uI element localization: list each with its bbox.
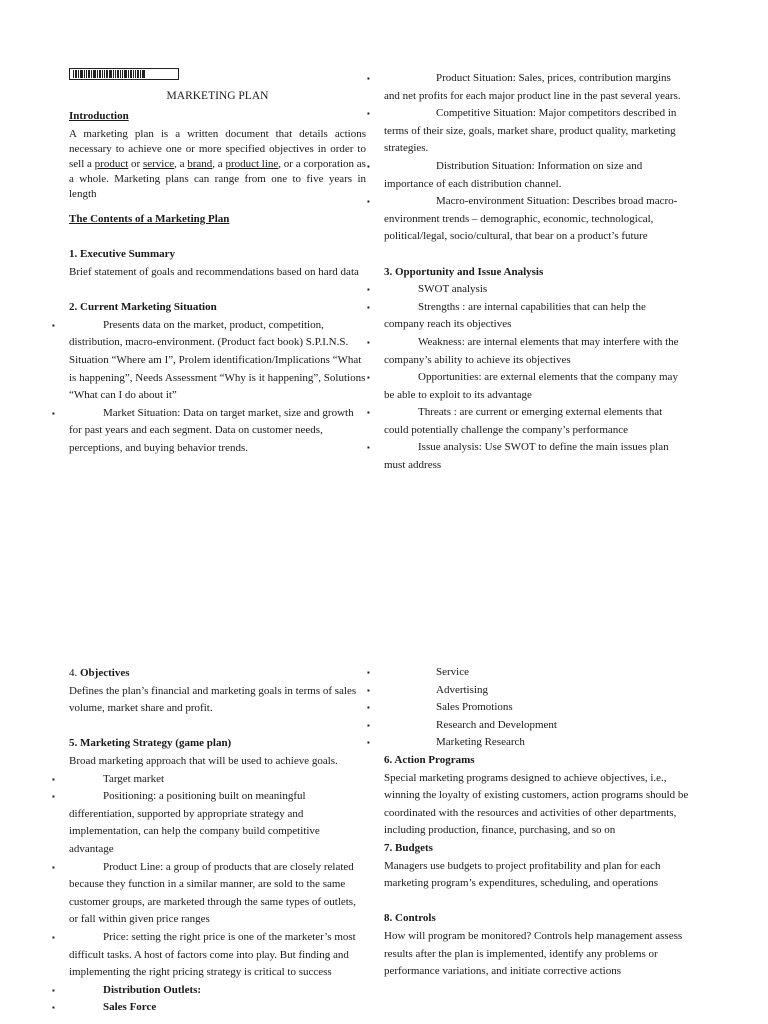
product-line-link[interactable]: product line bbox=[225, 158, 279, 171]
bullet-icon: ▪ bbox=[52, 774, 55, 784]
section5-bullet bbox=[52, 771, 366, 789]
bullet-icon: ▪ bbox=[367, 74, 370, 83]
section4-number: 4. bbox=[69, 667, 80, 679]
section5-bold-item bbox=[52, 982, 366, 1000]
section3-bullet bbox=[367, 299, 684, 334]
section2-bullet-4 bbox=[367, 105, 684, 158]
bullet-text: Sales Promotions bbox=[436, 701, 513, 714]
bullet-icon: ▪ bbox=[52, 932, 55, 942]
bullet-icon: ▪ bbox=[52, 408, 55, 418]
section3-heading: 3. Opportunity and Issue Analysis bbox=[384, 265, 544, 278]
bullet-text: Issue analysis: Use SWOT to define the main issues plan must address bbox=[384, 441, 669, 472]
section4-heading bbox=[69, 665, 366, 683]
bullet-icon: ▪ bbox=[367, 109, 370, 119]
document-title: MARKETING PLAN bbox=[166, 90, 269, 102]
bullet-icon: ▪ bbox=[367, 720, 370, 730]
section5-bullet bbox=[52, 929, 366, 982]
section3-bullet bbox=[367, 369, 684, 404]
section5-heading: 5. Marketing Strategy (game plan) bbox=[69, 737, 232, 750]
bullet-text: Weakness: are internal elements that may interfere with the company’s ability to achieve its objectives bbox=[384, 335, 679, 366]
intro-text-3: , a bbox=[174, 158, 188, 171]
service-link[interactable]: service bbox=[142, 158, 175, 171]
intro-text-5: , or a corporation as a whole. Marketing plans can range from one to five years in length bbox=[69, 158, 366, 201]
intro-text-2: or bbox=[128, 158, 143, 171]
bullet-icon: ▪ bbox=[367, 302, 370, 312]
section2-bullet-2 bbox=[52, 405, 366, 458]
right-top-column bbox=[367, 70, 684, 475]
bullet-text: Macro-environment Situation: Describes broad macro-environment trends – demographic, economic, technological, political/legal, socio/cultural, that bear on a product’s future bbox=[384, 195, 678, 243]
section5-bullet bbox=[52, 859, 366, 929]
barcode-image bbox=[69, 68, 179, 80]
bullet-text: Target market bbox=[103, 772, 165, 785]
bullet-icon: ▪ bbox=[52, 1003, 55, 1013]
intro-paragraph bbox=[69, 127, 366, 202]
bullet-icon: ▪ bbox=[367, 703, 370, 713]
section2-heading: 2. Current Marketing Situation bbox=[69, 301, 217, 314]
section5-bullet bbox=[52, 788, 366, 858]
intro-text-1: A marketing plan is a written document that details actions necessary to achieve one or more specified objectives in order to sell a bbox=[69, 128, 366, 171]
section4-body: Defines the plan’s financial and marketing goals in terms of sales volume, market share and profit. bbox=[69, 684, 357, 715]
left-top-column bbox=[52, 68, 366, 458]
bullet-text: SWOT analysis bbox=[418, 283, 488, 296]
section1-body: Brief statement of goals and recommendations based on hard data bbox=[69, 265, 359, 278]
bullet-icon: ▪ bbox=[52, 320, 55, 330]
section5-right-item bbox=[367, 682, 694, 700]
section8-heading: 8. Controls bbox=[384, 912, 436, 925]
bullet-text: Marketing Research bbox=[436, 736, 525, 749]
section2-bullet-5 bbox=[367, 158, 684, 193]
bullet-text: Advertising bbox=[436, 683, 488, 696]
section3-bullet bbox=[367, 281, 684, 299]
intro-heading: Introduction bbox=[69, 109, 129, 122]
bullet-icon: ▪ bbox=[367, 161, 370, 171]
bullet-text: Distribution Situation: Information on size and importance of each distribution channel. bbox=[384, 159, 643, 190]
bullet-text: Opportunities: are external elements that the company may be able to exploit to its advantage bbox=[384, 371, 678, 401]
product-link[interactable]: product bbox=[94, 158, 129, 171]
section3-bullet bbox=[367, 334, 684, 369]
left-bottom-column bbox=[52, 665, 366, 1017]
section4-title: Objectives bbox=[80, 667, 130, 679]
section5-right-item bbox=[367, 717, 694, 735]
bullet-icon: ▪ bbox=[52, 985, 55, 995]
section5-right-item bbox=[367, 664, 694, 682]
bullet-text: Positioning: a positioning built on meaningful differentiation, supported by appropriate strategy and implementation, can help the company build competitive advantage bbox=[69, 790, 320, 855]
section3-bullet bbox=[367, 404, 684, 439]
contents-heading: The Contents of a Marketing Plan bbox=[69, 213, 230, 226]
intro-text-4: , a bbox=[212, 158, 226, 171]
bullet-icon: ▪ bbox=[52, 792, 55, 802]
bullet-text: Product Situation: Sales, prices, contribution margins and net profits for each major product line in the past several years. bbox=[384, 72, 681, 102]
bullet-icon: ▪ bbox=[52, 862, 55, 872]
section2-bullet-6 bbox=[367, 193, 684, 246]
section2-bullet-3 bbox=[367, 70, 684, 105]
section8-body: How will program be monitored? Controls help management assess results after the plan is implemented, identify any problems or performance variations, and initiate corrective actions bbox=[384, 929, 683, 978]
bullet-icon: ▪ bbox=[367, 668, 370, 677]
brand-link[interactable]: brand bbox=[187, 158, 213, 171]
bullet-text: Competitive Situation: Major competitors described in terms of their size, goals, market share, product quality, marketing strategies. bbox=[384, 107, 677, 155]
section2-bullet-1 bbox=[52, 317, 366, 405]
bullet-icon: ▪ bbox=[367, 197, 370, 207]
bullet-icon: ▪ bbox=[367, 738, 370, 748]
section7-heading: 7. Budgets bbox=[384, 841, 433, 854]
section3-bullet bbox=[367, 439, 684, 474]
section6-body: Special marketing programs designed to achieve objectives, i.e., winning the loyalty of existing customers, action programs should be coordinated with the resources and activities of other departments, including production, finance, purchasing, and so on bbox=[384, 771, 689, 837]
bullet-text: Service bbox=[436, 666, 469, 678]
section5-body: Broad marketing approach that will be used to achieve goals. bbox=[69, 754, 338, 767]
bullet-icon: ▪ bbox=[367, 337, 370, 347]
bullet-icon: ▪ bbox=[367, 285, 370, 295]
section5-right-item bbox=[367, 734, 694, 752]
right-bottom-column bbox=[367, 664, 694, 981]
section5-bold-item bbox=[52, 999, 366, 1017]
bullet-text: Presents data on the market, product, competition, distribution, macro-environment. (Product fact book) S.P.I.N.S. Situation “Where am I”, Prolem identification/Implications “What is happening”, Needs Assessment “Why is it happening”, Solutions “What can I do about it” bbox=[69, 318, 366, 402]
bullet-text: Strengths : are internal capabilities that can help the company reach its objectives bbox=[384, 300, 646, 331]
section1-heading: 1. Executive Summary bbox=[69, 248, 176, 261]
bullet-text: Distribution Outlets: bbox=[103, 983, 202, 996]
bullet-icon: ▪ bbox=[367, 373, 370, 383]
bullet-text: Sales Force bbox=[103, 1001, 157, 1014]
bullet-text: Market Situation: Data on target market, size and growth for past years and each segment. Data on customer needs, perceptions, and buying behavior trends. bbox=[69, 406, 354, 454]
section5-right-item bbox=[367, 699, 694, 717]
section7-body: Managers use budgets to project profitability and plan for each marketing program’s expenditures, scheduling, and operations bbox=[384, 859, 661, 890]
bullet-text: Product Line: a group of products that are closely related because they function in a similar manner, are sold to the same customer groups, are marketed through the same types of outlets, or fall within given price ranges bbox=[69, 860, 356, 926]
bullet-text: Threats : are current or emerging external elements that could potentially challenge the company’s performance bbox=[384, 406, 663, 436]
bullet-text: Research and Development bbox=[436, 718, 557, 731]
section6-heading: 6. Action Programs bbox=[384, 753, 475, 766]
bullet-text: Price: setting the right price is one of the marketer’s most difficult tasks. A host of factors come into play. But finding and implementing the right pricing strategy is critical to success bbox=[69, 930, 356, 979]
bullet-icon: ▪ bbox=[367, 408, 370, 418]
bullet-icon: ▪ bbox=[367, 443, 370, 453]
bullet-icon: ▪ bbox=[367, 685, 370, 695]
